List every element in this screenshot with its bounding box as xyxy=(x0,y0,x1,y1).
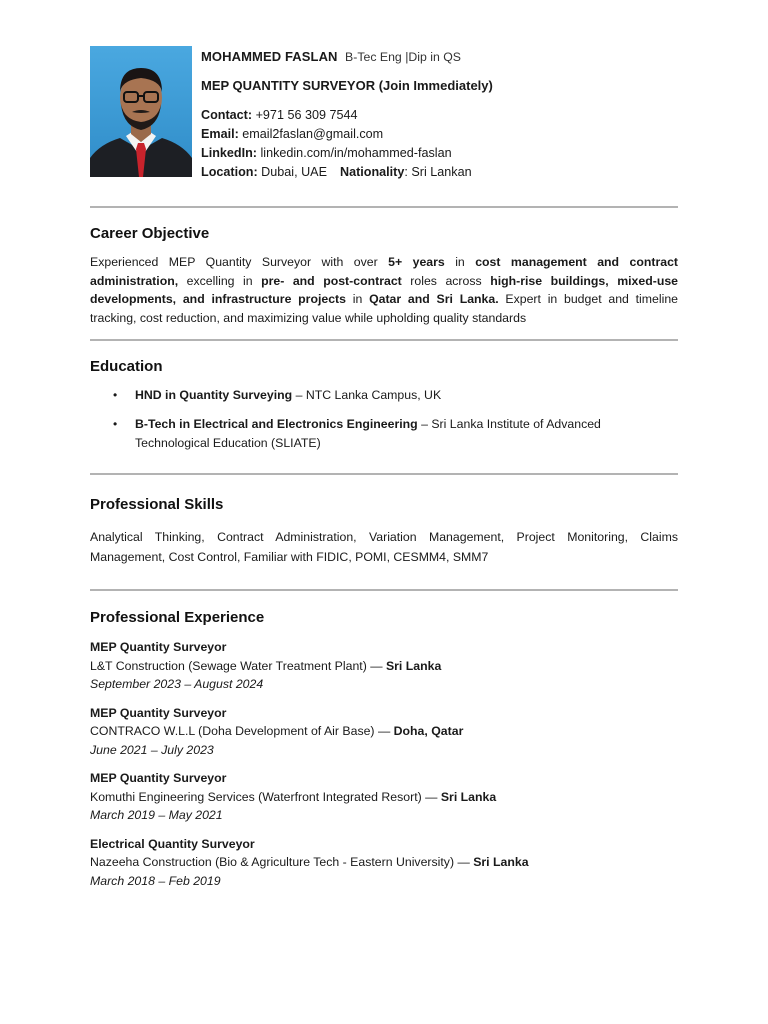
linkedin-url[interactable]: linkedin.com/in/mohammed-faslan xyxy=(260,146,452,160)
objective-highlight: Qatar and Sri Lanka. xyxy=(369,292,499,307)
job-company-line xyxy=(90,657,678,676)
job-role: MEP QUANTITY SURVEYOR (Join Immediately) xyxy=(201,78,493,93)
section-divider xyxy=(90,473,678,475)
career-objective-heading: Career Objective xyxy=(90,225,210,242)
bullet-icon: • xyxy=(113,388,118,403)
degree-name: HND in Quantity Surveying xyxy=(135,388,293,403)
experience-heading: Professional Experience xyxy=(90,609,265,627)
candidate-name: MOHAMMED FASLAN xyxy=(201,49,338,64)
section-divider xyxy=(90,206,678,208)
name-line xyxy=(201,48,493,66)
qualifications: B-Tec Eng |Dip in QS xyxy=(345,50,462,64)
job-dates: September 2023 – August 2024 xyxy=(90,677,264,692)
objective-text-segment: in xyxy=(346,292,370,307)
email-address[interactable]: email2faslan@gmail.com xyxy=(242,127,384,141)
job-company-line xyxy=(90,853,678,872)
job-company-line xyxy=(90,722,678,741)
objective-highlight: pre- and post-contract xyxy=(261,273,402,288)
job-company: Komuthi Engineering Services (Waterfront Integrated Resort) — xyxy=(90,789,441,804)
objective-text-segment: excelling in xyxy=(178,273,262,288)
job-dates: March 2018 – Feb 2019 xyxy=(90,873,221,888)
education-list xyxy=(90,386,678,453)
job-company: Nazeeha Construction (Bio & Agriculture Tech - Eastern University) — xyxy=(90,855,474,870)
profile-photo xyxy=(90,46,192,177)
job-location: Sri Lanka xyxy=(440,789,497,804)
experience-entry xyxy=(90,769,678,825)
career-objective-text xyxy=(90,253,678,327)
email-row xyxy=(201,125,493,144)
objective-text-segment: Experienced MEP Quantity Surveyor with over xyxy=(90,255,389,269)
nationality-value: : Sri Lankan xyxy=(404,165,472,179)
skills-text: Analytical Thinking, Contract Administration, Variation Management, Project Monitoring, Claims Management, Cost Control, Familiar with FIDIC, POMI, CESMM4, SMM7 xyxy=(90,530,678,565)
job-title: MEP Quantity Surveyor xyxy=(90,705,227,720)
phone-number[interactable]: +971 56 309 7544 xyxy=(255,108,358,122)
job-dates: March 2019 – May 2021 xyxy=(90,808,223,823)
location-label: Location: xyxy=(201,165,258,179)
degree-name: B-Tech in Electrical and Electronics Engineering xyxy=(135,417,418,432)
location-value: Dubai, UAE xyxy=(261,165,327,179)
experience-entry xyxy=(90,704,678,760)
contact-info xyxy=(201,48,493,182)
email-label: Email: xyxy=(201,127,239,141)
experience-entry xyxy=(90,835,678,891)
linkedin-row xyxy=(201,144,493,163)
objective-text-segment: roles across xyxy=(401,273,491,288)
contact-row xyxy=(201,106,493,125)
resume-page xyxy=(90,46,678,890)
experience-entry xyxy=(90,638,678,694)
education-item xyxy=(90,415,678,453)
job-company: CONTRACO W.L.L (Doha Development of Air Base) — xyxy=(90,724,394,739)
location-row xyxy=(201,163,493,182)
job-title: MEP Quantity Surveyor xyxy=(90,640,227,655)
nationality-label: Nationality xyxy=(339,165,405,179)
institution-name: – Sri Lanka Institute of Advanced Technological Education (SLIATE) xyxy=(135,417,601,451)
linkedin-label: LinkedIn: xyxy=(201,146,257,160)
skills-heading: Professional Skills xyxy=(90,496,224,514)
job-title: MEP Quantity Surveyor xyxy=(90,771,227,786)
bullet-icon: • xyxy=(113,417,118,432)
objective-text-segment: Expert in budget and timeline tracking, cost reduction, and maximizing value while upholding quality standards xyxy=(90,292,678,325)
institution-name: – NTC Lanka Campus, UK xyxy=(292,388,442,403)
objective-text-segment: in xyxy=(444,255,476,269)
job-title: Electrical Quantity Surveyor xyxy=(90,836,255,851)
objective-highlight: cost management and contract administration, xyxy=(90,255,679,288)
job-location: Sri Lanka xyxy=(473,855,529,870)
contact-label: Contact: xyxy=(201,108,253,122)
job-location: Doha, Qatar xyxy=(393,724,464,739)
section-divider xyxy=(90,589,678,591)
job-location: Sri Lanka xyxy=(385,658,442,673)
education-heading: Education xyxy=(90,358,163,376)
education-item xyxy=(90,386,678,405)
job-company: L&T Construction (Sewage Water Treatment Plant) — xyxy=(90,658,386,673)
section-divider xyxy=(90,339,678,341)
resume-header xyxy=(90,46,678,184)
objective-highlight: 5+ years xyxy=(388,255,445,269)
contact-details xyxy=(201,106,493,182)
objective-highlight: high-rise buildings, mixed-use developments, and infrastructure projects xyxy=(90,273,679,307)
job-dates: June 2021 – July 2023 xyxy=(90,742,214,757)
job-company-line xyxy=(90,788,678,807)
